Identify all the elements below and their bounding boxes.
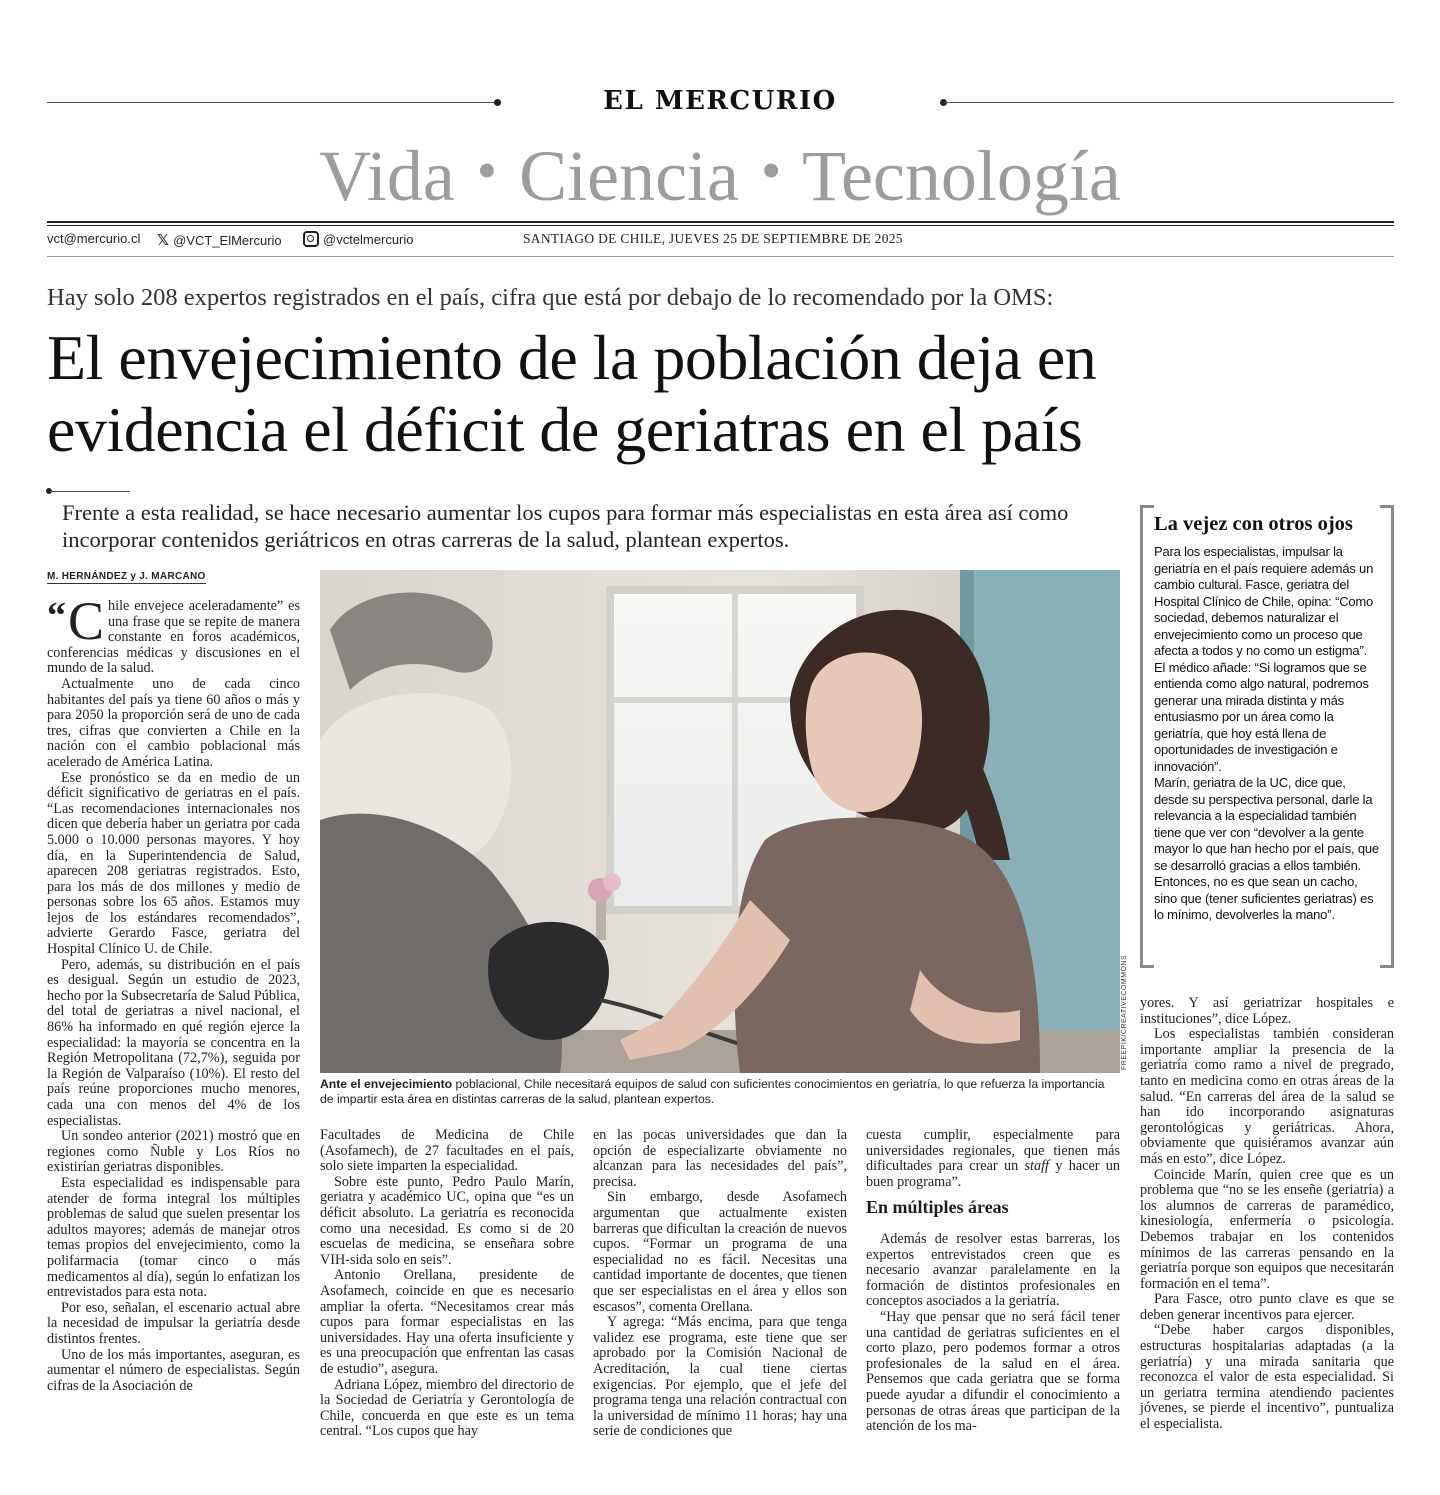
masthead-rule-top-thin (47, 225, 1394, 226)
info-bar (47, 231, 1394, 251)
sidebar-box (1140, 505, 1394, 968)
paragraph (866, 1128, 1120, 1190)
article-column-5 (1140, 996, 1394, 1433)
section-ciencia: Ciencia (519, 136, 739, 216)
masthead-rule-right (944, 102, 1394, 103)
paragraph-text: y hacer un buen programa”. (866, 1158, 1120, 1190)
instagram-handle: @vctelmercurio (323, 232, 414, 247)
sidebar-title: La vejez con otros ojos (1154, 513, 1353, 535)
sidebar-bracket-right (1391, 505, 1394, 968)
sidebar-bracket-corner (1140, 505, 1154, 508)
paragraph: Para Fasce, otro punto clave es que se deben generar incentivos para ejercer. (1140, 1291, 1394, 1323)
paragraph: Facultades de Medicina de Chile (Asofamech), de 27 facultades en el país, solo siete imparten la especialidad. (320, 1127, 574, 1175)
article-column-4 (866, 1128, 1120, 1435)
article-column-2 (320, 1128, 574, 1440)
dateline: SANTIAGO DE CHILE, JUEVES 25 DE SEPTIEMBRE DE 2025 (523, 231, 903, 246)
subheading: En múltiples áreas (866, 1197, 1009, 1218)
paragraph: Los especialistas también consideran importante ampliar la presencia de la geriatría como ramo a nivel de pregrado, tanto en medicina como en otras áreas de la salud. “En carreras del área de la salud se han ido incorporando asignaturas gerontológicas y geriátricas. Ahora, obviamente que quisiéramos avanzar aún más en esto”, dice López. (1140, 1026, 1394, 1167)
section-tecnologia: Tecnología (802, 136, 1121, 216)
paragraph: Ese pronóstico se da en medio de un déficit significativo de geriatras en el país. “Las recomendaciones internacionales nos dicen que debería haber un geriatra por cada 5.000 o 10.000 personas mayores. Y hoy día, en la Superintendencia de Salud, aparecen 208 geriatras registrados. Esto, para los más de dos millones y medio de personas sobre los 65 años. Estamos muy lejos de los estándares recomendados”, advierte Gerardo Fasce, geriatra del Hospital Clínico U. de Chile. (47, 769, 300, 958)
x-handle-link[interactable] (157, 231, 282, 249)
deck-rule (50, 491, 130, 492)
caption-lead: Ante el envejecimiento (320, 1077, 453, 1091)
paragraph: Sobre este punto, Pedro Paulo Marín, geriatra y académico UC, opina que “es un déficit absoluto. La geriatría es reconocida como una necesidad. Es como si de 20 escuelas de medicina, se enseñara sobre VIH-sida solo en seis”. (320, 1173, 574, 1268)
article-byline: M. HERNÁNDEZ y J. MARCANO (47, 571, 206, 582)
headline-line-2: evidencia el déficit de geriatras en el país (47, 394, 1083, 465)
drop-cap: C (68, 591, 105, 651)
paragraph: Adriana López, miembro del directorio de la Sociedad de Geriatría y Gerontología de Chile, concuerda en que este es un tema central. “Los cupos que hay (320, 1376, 574, 1440)
caption-text: poblacional, Chile necesitará equipos de salud con suficientes conocimientos en geriatría, lo que refuerza la importancia de impartir esta área en distintas carreras de la salud, plantean expertos. (320, 1077, 1105, 1106)
section-separator: • (761, 138, 782, 203)
paragraph: Coincide Marín, quien cree que es un problema que “no se les enseñe (geriatría) a los alumnos de carreras de paramédico, kinesiología, enfermería o psicología. Debemos trabajar en los contenidos mínimos de las carreras pensando en la geriatría porque son equipos que necesitarán formación en el tema”. (1140, 1166, 1394, 1292)
instagram-logo-icon (303, 231, 319, 247)
paragraph: Uno de los más importantes, aseguran, es aumentar el número de especialistas. Según cifras de la Asociación de (47, 1346, 300, 1394)
section-separator: • (476, 138, 498, 203)
paragraph-text: hile envejece aceleradamente” es una frase que se repite de manera constante en foros académicos, conferencias médicas y discusiones en el mundo de la salud. (47, 598, 300, 677)
article-headline (47, 322, 1377, 466)
paragraph: Por eso, señalan, el escenario actual abre la necesidad de impulsar la geriatría desde distintos frentes. (47, 1299, 300, 1347)
opening-quote: “ (47, 595, 66, 637)
sidebar-paragraph: Marín, geriatra de la UC, dice que, desde su perspectiva personal, darle la relevancia a la especialidad también tiene que ver con “devolver a la gente mayor lo que han hecho por el país, que se desarrolló gracias a ellos también. Entonces, no es que sean un cacho, sino que (tener suficientes geriatras) es lo mínimo, devolverles la mano”. (1154, 775, 1379, 922)
photo-caption (320, 1077, 1120, 1107)
photo-credit: FREEPIK/CREATIVECOMMONS (1121, 954, 1128, 1070)
sidebar-paragraph: El médico añade: “Si logramos que se entienda como algo natural, podremos generar una mirada distinta y más entusiasmo por un área como la geriatría, que hoy está llena de oportunidades de investigación e innovación”. (1154, 659, 1369, 774)
paragraph: Esta especialidad es indispensable para atender de forma integral los múltiples problemas de salud que suelen presentar los adultos mayores; además de manejar otros temas propios del envejecimiento, como la polifarmacia (tomar cinco o más medicamentos al día), según lo enfatizan los entrevistados para esta nota. (47, 1174, 300, 1301)
sidebar-bracket-corner (1380, 505, 1394, 508)
photo-credit-box (1121, 950, 1133, 1070)
paragraph: “Hay que pensar que no será fácil tener una cantidad de geriatras suficientes en el corto plazo, pero podemos formar a otros profesionales de la salud en el área. Pensemos que cada geriatra que se forma puede ayudar a difundir el conocimiento a personas de otras áreas que participan de la atención de los ma- (866, 1308, 1120, 1435)
paragraph (47, 591, 300, 677)
infobar-rule (47, 256, 1394, 257)
paragraph: Actualmente uno de cada cinco habitantes del país ya tiene 60 años o más y para 2050 la proporción será de uno de cada tres, cifras que convierten a Chile en la nación con el cambio poblacional más acelerado de América Latina. (47, 675, 300, 770)
x-logo-icon: 𝕏 (157, 232, 170, 249)
masthead-rule-top (47, 221, 1394, 223)
article-kicker: Hay solo 208 expertos registrados en el país, cifra que está por debajo de lo recomendado por la OMS: (47, 284, 1054, 311)
paragraph: yores. Y así geriatrizar hospitales e instituciones”, dice López. (1140, 995, 1394, 1027)
sidebar-body (1154, 544, 1382, 924)
sidebar-bracket-left (1140, 505, 1143, 968)
contact-email[interactable]: vct@mercurio.cl (47, 231, 141, 246)
x-handle: @VCT_ElMercurio (173, 233, 282, 248)
paragraph: en las pocas universidades que dan la opción de especializarte obviamente no alcanzan para las necesidades del país”, precisa. (593, 1127, 847, 1190)
sidebar-paragraph: Para los especialistas, impulsar la geriatría en el país requiere además un cambio cultural. Fasce, geriatra del Hospital Clínico de Chile, opina: “Como sociedad, debemos naturalizar el envejecimiento como un proceso que afecta a todos y no como un estigma”. (1154, 544, 1374, 658)
article-photo (320, 570, 1120, 1073)
article-deck: Frente a esta realidad, se hace necesario aumentar los cupos para formar más especialistas en esta área así como incorporar contenidos geriátricos en otras carreras de la salud, plantean expertos. (62, 500, 1069, 552)
paragraph: Pero, además, su distribución en el país es desigual. Según un estudio de 2023, hecho por la Subsecretaría de Salud Pública, del total de geriatras a nivel nacional, el 86% ha informado en qué región ejerce la especialidad: la mayoría se concentra en la Región Metropolitana (72,7%), seguida por la Región de Valparaíso (10%). El resto del país reúne proporciones mucho menores, cada una con menos del 4% de los especialistas. (47, 956, 300, 1129)
paper-name: EL MERCURIO (603, 86, 837, 116)
section-vida: Vida (319, 136, 455, 216)
paragraph-text: cuesta cumplir, especialmente para universidades regionales, que tienen más dificultades para crear un (866, 1127, 1120, 1175)
paragraph: “Debe haber cargos disponibles, estructuras hospitalarias adaptadas (a la geriatría) y una mirada sanitaria que reconozca el valor de esta especialidad. Si un geriatra termina atendiendo pacientes jóvenes, se pierde el incentivo”, puntualiza el especialista. (1140, 1322, 1394, 1433)
paragraph: Antonio Orellana, presidente de Asofamech, coincide en que es necesario ampliar la oferta. “Necesitamos crear más cupos para formar especialistas en las universidades. Hay una oferta insuficiente y es una preocupación que enfrentan las casas de estudio”, asegura. (320, 1267, 574, 1377)
article-column-1 (47, 591, 300, 1394)
sidebar-bracket-corner (1380, 965, 1394, 968)
instagram-handle-link[interactable] (303, 231, 414, 247)
sidebar-bracket-corner (1140, 965, 1154, 968)
headline-line-1: El envejecimiento de la población deja en (47, 322, 1097, 393)
paragraph: Además de resolver estas barreras, los expertos entrevistados creen que es necesario avanzar paralelamente en la formación de distintos profesionales en conceptos asociados a la geriatría. (866, 1230, 1120, 1310)
paragraph-emphasis: staff (1024, 1158, 1049, 1175)
photo-illustration (320, 570, 1120, 1073)
paragraph: Y agrega: “Más encima, para que tenga validez ese programa, este tiene que ser aprobado por la Comisión Nacional de Acreditación, la cual tiene ciertas exigencias. Por ejemplo, que el jefe del programa tenga una relación contractual con la universidad de mínimo 11 horas; hay una serie de condiciones que (593, 1314, 847, 1440)
article-column-3 (593, 1128, 847, 1440)
paragraph: Un sondeo anterior (2021) mostró que en regiones como Ñuble y Los Ríos no existirían geriatras disponibles. (47, 1128, 300, 1176)
paragraph: Sin embargo, desde Asofamech argumentan que actualmente existen barreras que dificultan la creación de nuevos cupos. “Formar un programa de una especialidad no es fácil. Necesitas una cantidad importante de docentes, que tienen que ser especialistas en el área y ellos son escasos”, comenta Orellana. (593, 1189, 847, 1315)
section-title (0, 128, 1440, 219)
